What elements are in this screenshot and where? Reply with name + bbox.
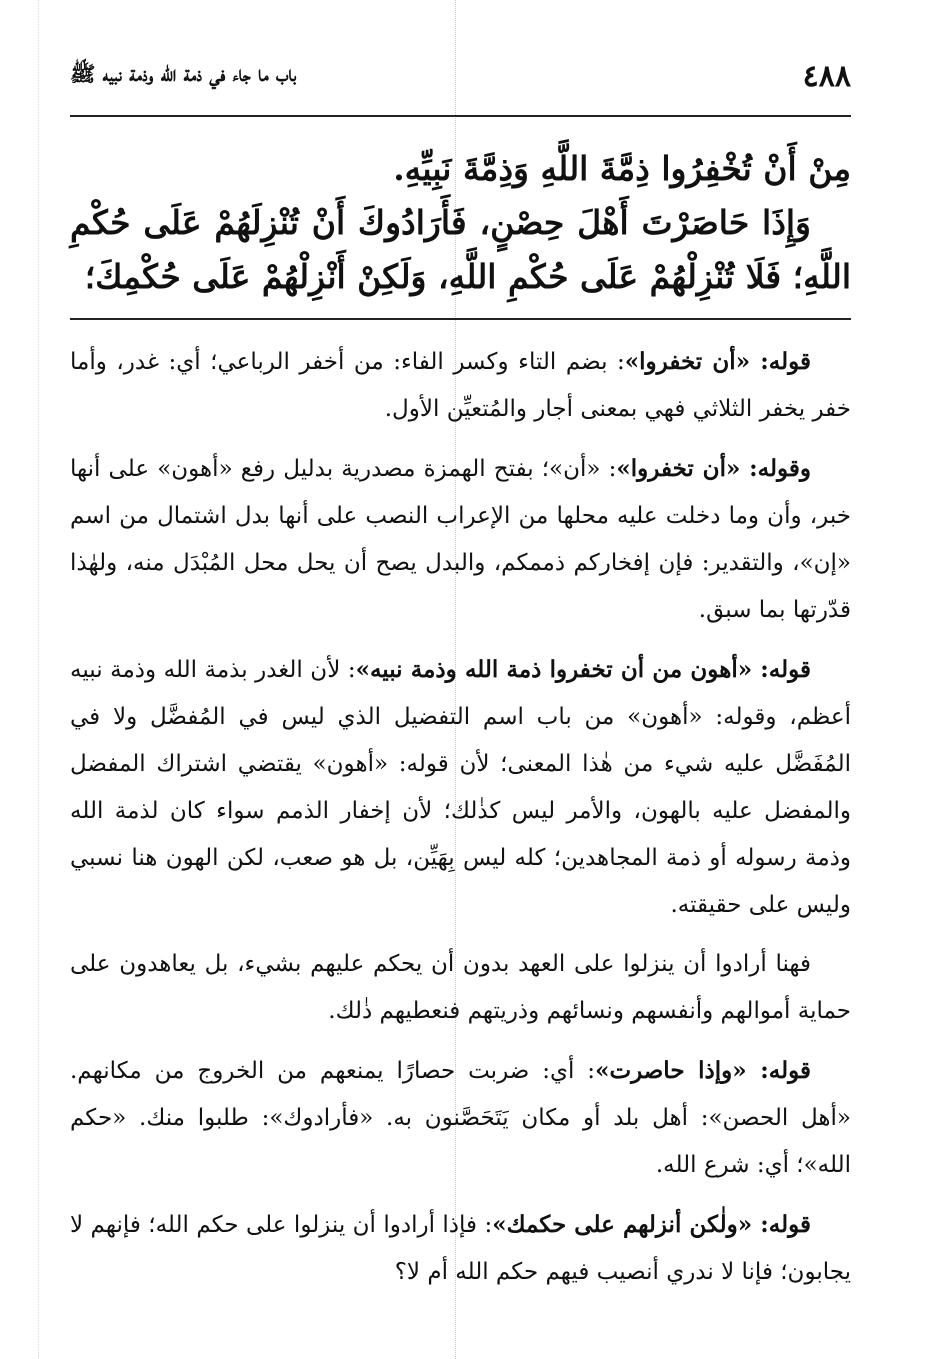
commentary-paragraph [70, 1201, 851, 1296]
commentary-lead: قوله: «أن تخفروا» [624, 348, 811, 375]
hadith-line-1: مِنْ أَنْ تُخْفِرُوا ذِمَّةَ اللَّهِ وَذِمَّةَ نَبِيِّهِ. [393, 149, 851, 188]
hadith-paragraph-2: وَإِذَا حَاصَرْتَ أَهْلَ حِصْنٍ، فَأَرَادُوكَ أَنْ تُنْزِلَهُمْ عَلَى حُكْمِ اللَّهِ؛ فَلَا تُنْزِلْهُمْ عَلَى حُكْمِ اللَّهِ، وَلَكِنْ أَنْزِلْهُمْ عَلَى حُكْمِكَ؛ [70, 203, 851, 296]
commentary-lead: وقوله: «أن تخفروا» [616, 455, 811, 482]
matn-separator-rule [70, 318, 851, 320]
page-edge-line [38, 0, 39, 1359]
header-rule [70, 115, 851, 117]
commentary-lead: قوله: «أهون من أن تخفروا ذمة الله وذمة نبيه» [355, 656, 811, 683]
commentary-text: : أي: ضربت حصارًا يمنعهم من الخروج من مكانهم. «أهل الحصن»: أهل بلد أو مكان يَتَحَصَّنون به. «فأرادوك»: طلبوا منك. «حكم الله»؛ أي: شرع الله. [70, 1058, 851, 1178]
commentary-text: : «أن»؛ بفتح الهمزة مصدرية بدليل رفع «أهون» على أنها خبر، وأن وما دخلت عليه محلها من الإعراب النصب على أنها بدل اشتمال من اسم «إن»، والتقدير: فإن إفخاركم ذممكم، والبدل يصح أن يحل محل المُبْدَل منه، ولهٰذا قدّرتها بما سبق. [70, 456, 851, 623]
commentary-paragraph [70, 1047, 851, 1189]
running-header [70, 56, 851, 96]
commentary-text: : لأن الغدر بذمة الله وذمة نبيه أعظم، وقوله: «أهون» من باب اسم التفضيل الذي ليس في المُفضَّل ولا في المُفَضَّل عليه شيء من هٰذا المعنى؛ لأن قوله: «أهون» يقتضي اشتراك المفضل والمفضل عليه بالهون، والأمر ليس كذٰلك؛ لأن إخفار الذمم سواء كان لذمة الله وذمة رسوله أو ذمة المجاهدين؛ كله ليس بِهَيِّن، بل هو صعب، لكن الهون هنا نسبي وليس على حقيقته. [70, 657, 851, 918]
commentary-text: : بضم التاء وكسر الفاء: من أخفر الرباعي؛ أي: غدر، وأما خفر يخفر الثلاثي فهي بمعنى أجار والمُتعيِّن الأول. [70, 349, 851, 422]
commentary [70, 338, 851, 1308]
commentary-lead: قوله: «ولٰكن أنزلهم على حكمك» [492, 1211, 811, 1238]
commentary-paragraph [70, 646, 851, 929]
commentary-paragraph [70, 941, 851, 1035]
running-title: باب ما جاء في ذمة الله وذمة نبيه ﷺ [70, 60, 297, 86]
hadith-text [70, 142, 851, 304]
commentary-paragraph [70, 338, 851, 433]
page-number: ٤٨٨ [802, 58, 851, 94]
commentary-lead: قوله: «وإذا حاصرت» [595, 1057, 812, 1084]
commentary-paragraph [70, 445, 851, 634]
commentary-text: : فإذا أرادوا أن ينزلوا على حكم الله؛ فإنهم لا يجابون؛ فإنا لا ندري أنصيب فيهم حكم الله أم لا؟ [70, 1212, 851, 1285]
commentary-text: فهنا أرادوا أن ينزلوا على العهد بدون أن يحكم عليهم بشيء، بل يعاهدون على حماية أموالهم وأنفسهم ونسائهم وذريتهم فنعطيهم ذٰلك. [70, 951, 851, 1024]
